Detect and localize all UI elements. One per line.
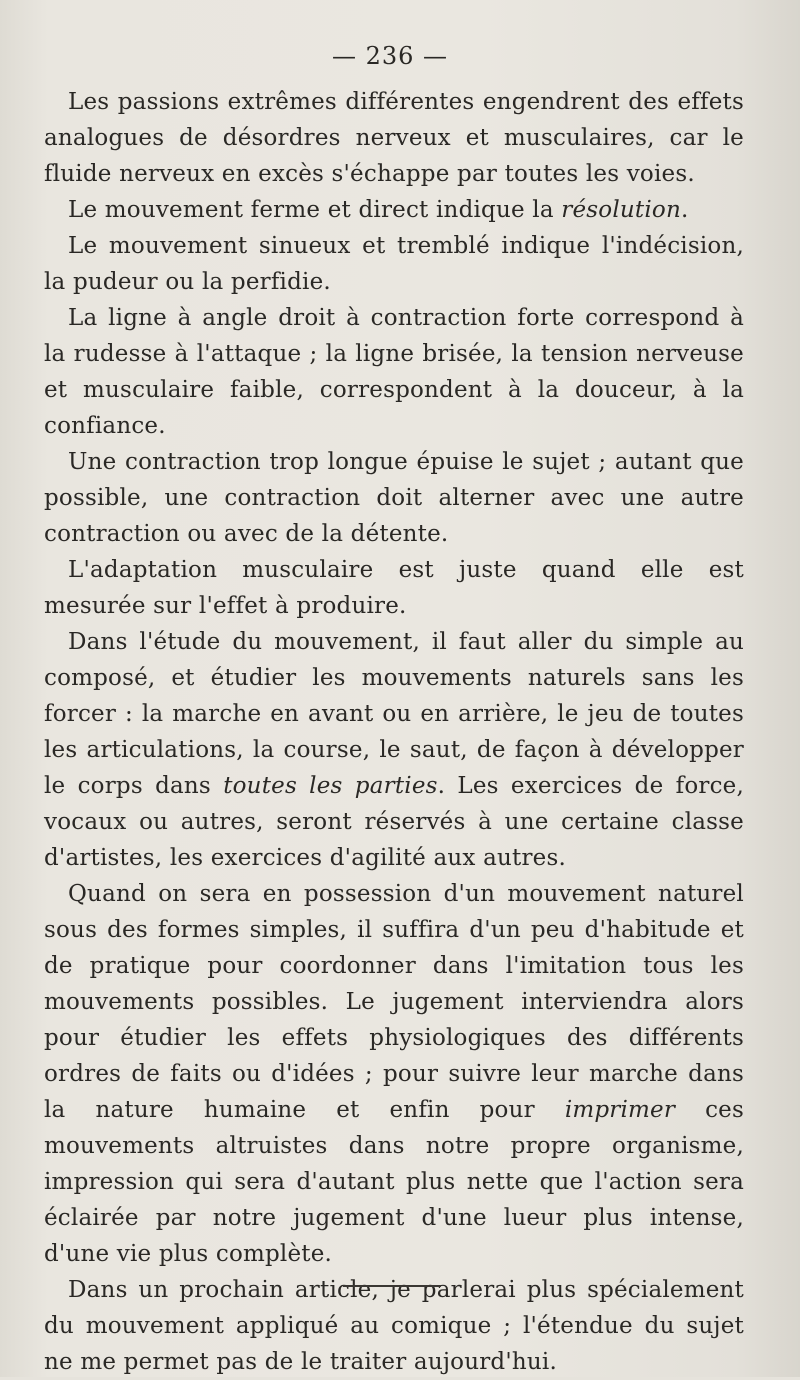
paragraph-text: La ligne à angle droit à contraction forte correspond à la rudesse à l'attaque ; la ligne brisée, la tension nerveuse et musculaire faible, correspondent à la douceur, à la confiance. — [44, 305, 744, 439]
italic-term: toutes les parties — [223, 773, 438, 799]
paragraph-text: . Les exercices de force, vocaux ou autres, seront réservés à une certaine classe d'artistes, les exercices d'agilité aux autres. — [44, 773, 744, 871]
closing-rule — [343, 1285, 441, 1287]
paragraph — [44, 876, 744, 1272]
paragraph-text: . — [680, 197, 689, 223]
paragraph — [44, 1272, 744, 1380]
paragraph-text: Les passions extrêmes différentes engendrent des effets analogues de désordres nerveux et musculaires, car le fluide nerveux en excès s'échappe par toutes les voies. — [44, 89, 744, 187]
italic-term: imprimer — [564, 1097, 676, 1123]
paragraph — [44, 300, 744, 444]
paragraph — [44, 192, 744, 228]
paragraph-text: Dans un prochain article, je parlerai plus spécialement du mouvement appliqué au comique ; l'étendue du sujet ne me permet pas de le traiter aujourd'hui. — [44, 1277, 744, 1375]
body-text — [44, 84, 744, 1380]
paragraph-text: Quand on sera en possession d'un mouvement naturel sous des formes simples, il suffira d'un peu d'habitude et de pratique pour coordonner dans l'imitation tous les mouvements possibles. Le jugement interviendra alors pour étudier les effets physiologiques des différents ordres de faits ou d'idées ; pour suivre leur marche dans la nature humaine et enfin pour — [44, 881, 744, 1123]
paragraph-text: ces mouvements altruistes dans notre propre organisme, impression qui sera d'autant plus nette que l'action sera éclairée par notre jugement d'une lueur plus intense, d'une vie plus complète. — [44, 1097, 744, 1267]
paragraph-text: Le mouvement ferme et direct indique la — [68, 197, 562, 223]
paragraph — [44, 228, 744, 300]
paragraph-text: L'adaptation musculaire est juste quand elle est mesurée sur l'effet à produire. — [44, 557, 744, 619]
paragraph — [44, 84, 744, 192]
paragraph-text: Une contraction trop longue épuise le sujet ; autant que possible, une contraction doit alterner avec une autre contraction ou avec de la détente. — [44, 449, 744, 547]
paragraph — [44, 624, 744, 876]
italic-term: résolution — [561, 197, 681, 223]
paragraph-text: Le mouvement sinueux et tremblé indique l'indécision, la pudeur ou la perfidie. — [44, 233, 744, 295]
paragraph — [44, 552, 744, 624]
page-number: — 236 — — [331, 42, 449, 70]
paragraph-text: Dans l'étude du mouvement, il faut aller du simple au composé, et étudier les mouvements naturels sans les forcer : la marche en avant ou en arrière, le jeu de toutes les articulations, la course, le saut, de façon à développer le corps dans — [44, 629, 744, 799]
paragraph — [44, 444, 744, 552]
